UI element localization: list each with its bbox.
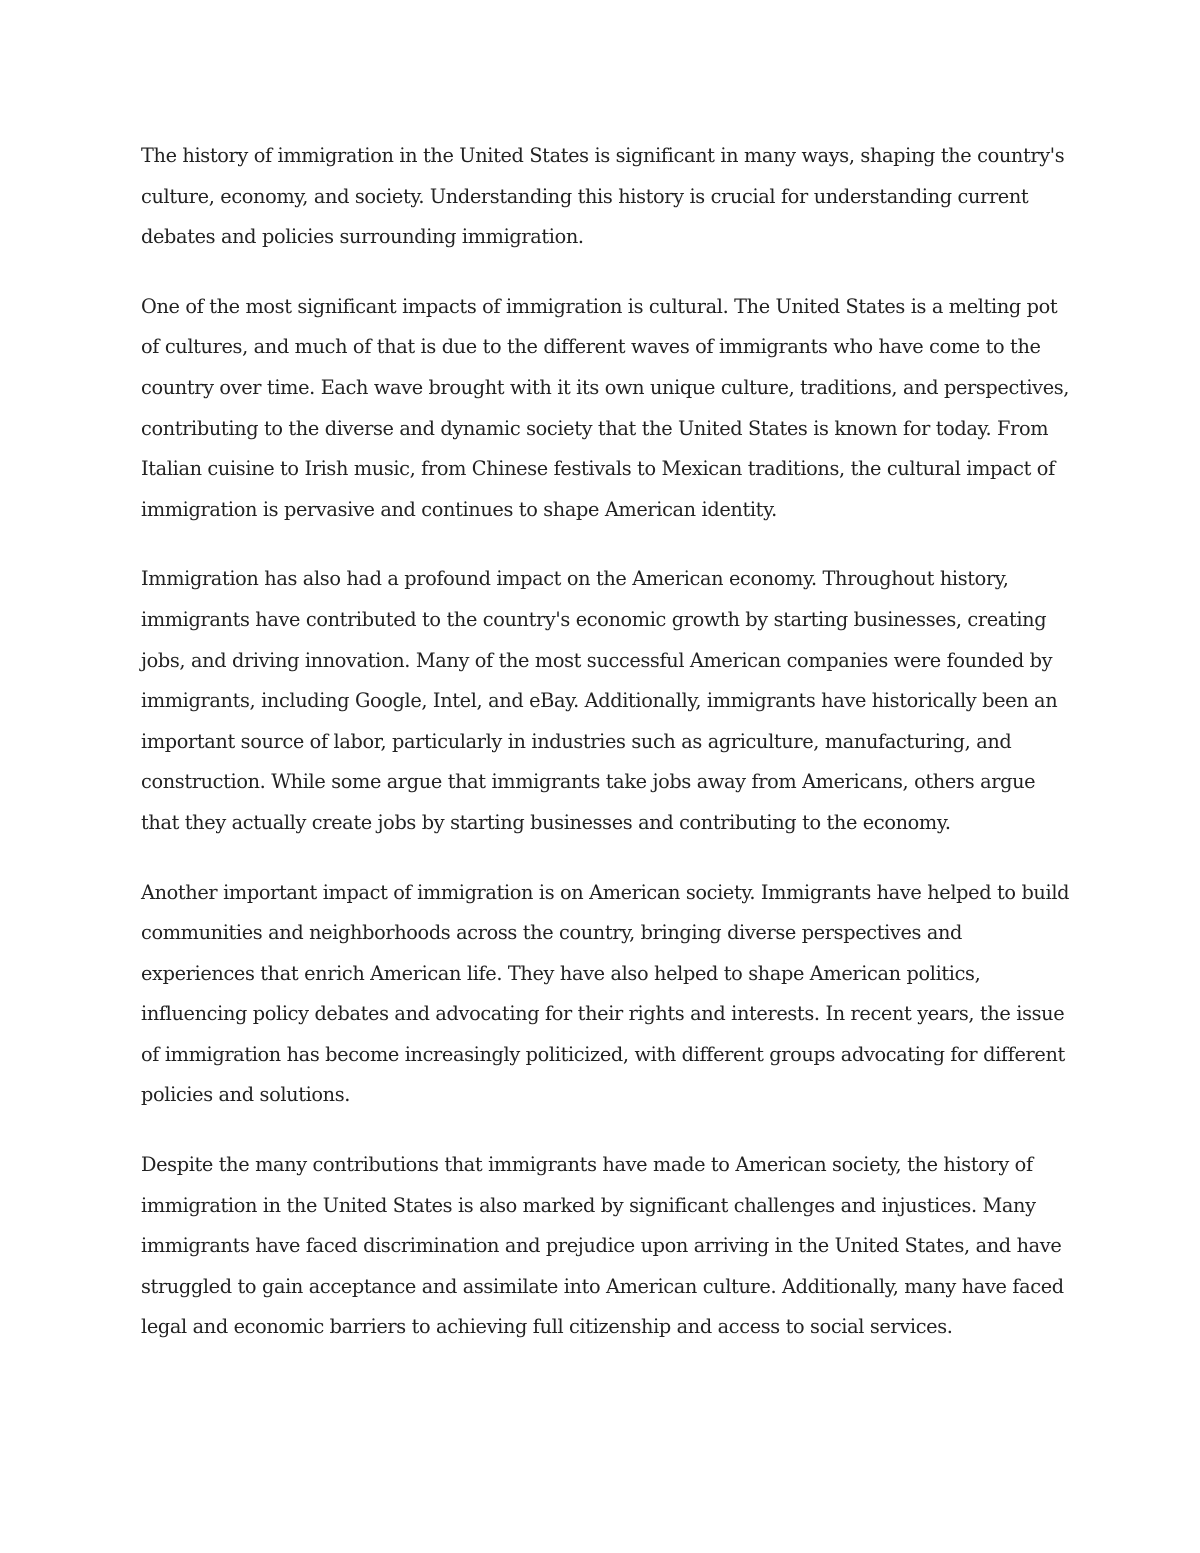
paragraph-cultural-impact: One of the most significant impacts of immigration is cultural. The United States is a melting pot of cultures, and much of that is due to the different waves of immigrants who have come to the country over time. Each wave brought with it its own unique culture, traditions, and perspectives, contributing to the diverse and dynamic society that the United States is known for today. From Italian cuisine to Irish music, from Chinese festivals to Mexican traditions, the cultural impact of immigration is pervasive and continues to shape American identity. bbox=[141, 294, 1070, 521]
paragraph-intro: The history of immigration in the United States is significant in many ways, shaping the country's culture, economy, and society. Understanding this history is crucial for understanding current debates and policies surrounding immigration. bbox=[141, 144, 1065, 249]
paragraph-challenges: Despite the many contributions that immigrants have made to American society, the history of immigration in the United States is also marked by significant challenges and injustices. Many immigrants have faced discrimination and prejudice upon arriving in the United States, and have struggled to gain acceptance and assimilate into American culture. Additionally, many have faced legal and economic barriers to achieving full citizenship and access to social services. bbox=[141, 1153, 1064, 1339]
document-body bbox=[141, 136, 1071, 1377]
paragraph-social-impact: Another important impact of immigration is on American society. Immigrants have helped to build communities and neighborhoods across the country, bringing diverse perspectives and experiences that enrich American life. They have also helped to shape American politics, influencing policy debates and advocating for their rights and interests. In recent years, the issue of immigration has become increasingly politicized, with different groups advocating for different policies and solutions. bbox=[141, 880, 1070, 1107]
paragraph-economic-impact: Immigration has also had a profound impact on the American economy. Throughout history, immigrants have contributed to the country's economic growth by starting businesses, creating jobs, and driving innovation. Many of the most successful American companies were founded by immigrants, including Google, Intel, and eBay. Additionally, immigrants have historically been an important source of labor, particularly in industries such as agriculture, manufacturing, and construction. While some argue that immigrants take jobs away from Americans, others argue that they actually create jobs by starting businesses and contributing to the economy. bbox=[141, 567, 1058, 834]
